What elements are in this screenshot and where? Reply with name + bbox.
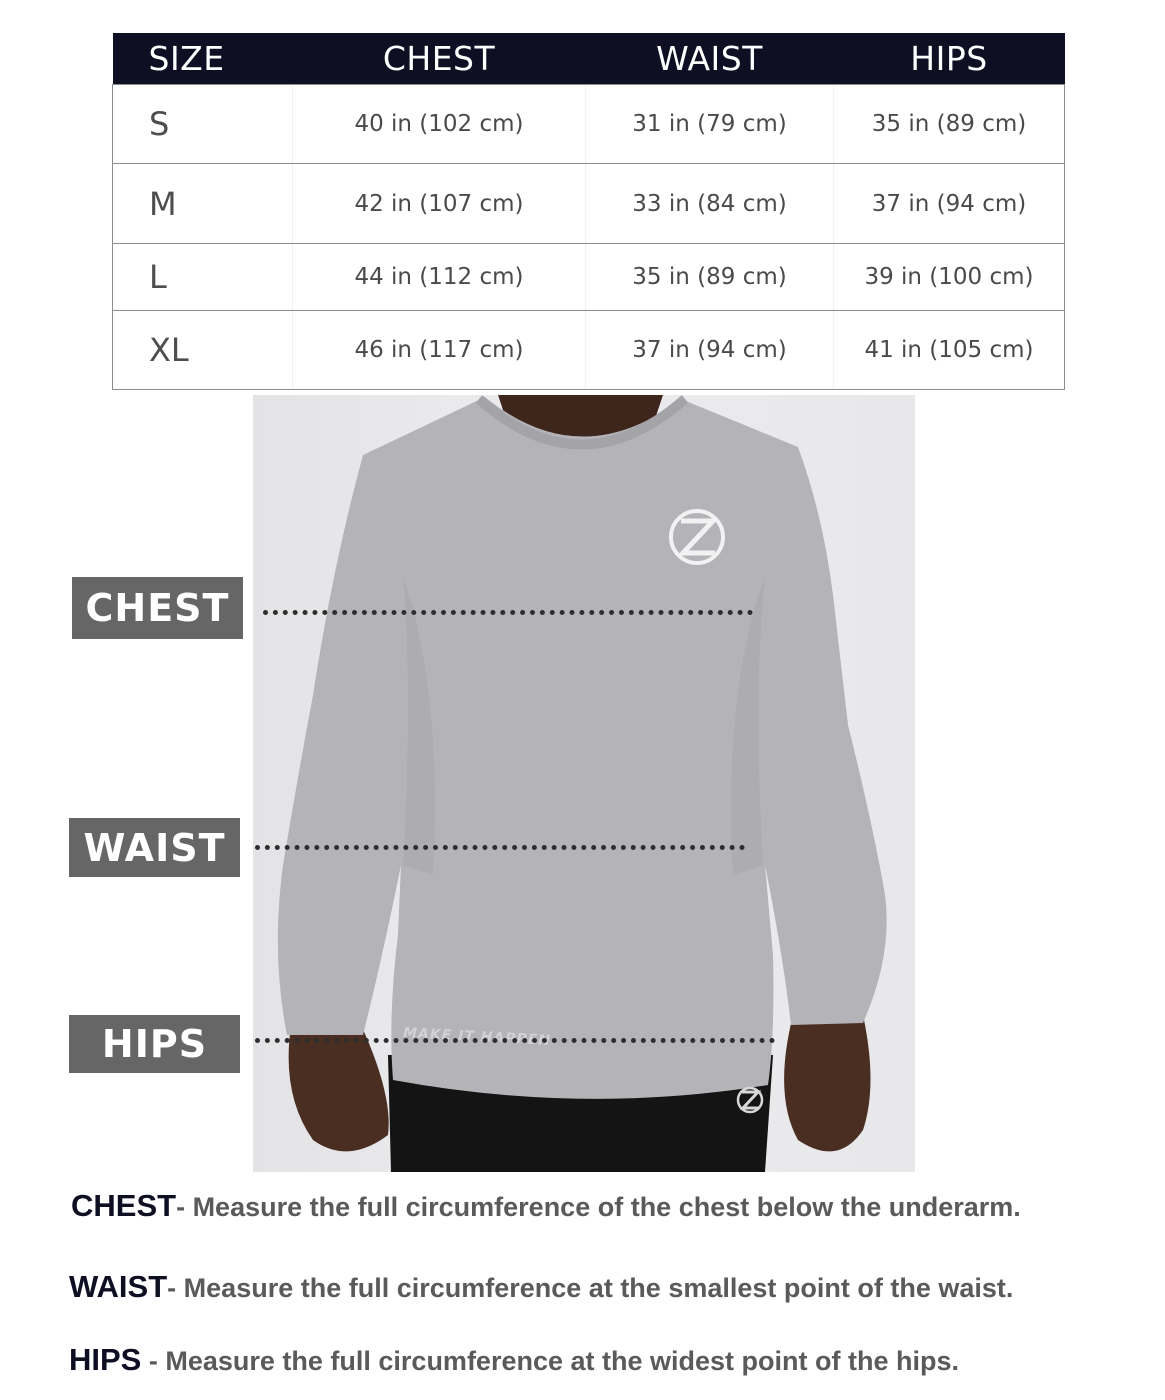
cell-size: L: [113, 244, 293, 311]
cell-chest: 44 in (112 cm): [293, 244, 586, 311]
model-photo: [253, 395, 915, 1172]
chest-instruction: [71, 1188, 1021, 1224]
cell-hips: 37 in (94 cm): [834, 164, 1065, 244]
shirt: [278, 397, 887, 1099]
right-hand: [784, 1015, 870, 1151]
header-hips: HIPS: [834, 33, 1065, 85]
waist-marker-label: WAIST: [69, 818, 240, 877]
header-waist: WAIST: [586, 33, 834, 85]
hips-marker-label: HIPS: [69, 1015, 240, 1073]
chest-dotted-line: [263, 610, 753, 615]
cell-waist: 33 in (84 cm): [586, 164, 834, 244]
instruction-text: - Measure the full circumference of the chest below the underarm.: [176, 1192, 1021, 1222]
header-chest: CHEST: [293, 33, 586, 85]
cell-chest: 42 in (107 cm): [293, 164, 586, 244]
hips-dotted-line: [255, 1038, 775, 1043]
cell-hips: 41 in (105 cm): [834, 311, 1065, 390]
waist-dotted-line: [255, 845, 745, 850]
size-chart-table: [112, 33, 1065, 390]
model-illustration: [253, 395, 915, 1172]
instruction-text: - Measure the full circumference at the widest point of the hips.: [141, 1346, 959, 1376]
instruction-term: CHEST: [71, 1188, 177, 1223]
chest-marker-label: CHEST: [72, 577, 243, 639]
hips-instruction: [69, 1342, 959, 1378]
cell-hips: 35 in (89 cm): [834, 85, 1065, 164]
table-row: [113, 311, 1065, 390]
instruction-text: - Measure the full circumference at the smallest point of the waist.: [167, 1273, 1014, 1303]
table-row: [113, 85, 1065, 164]
cell-hips: 39 in (100 cm): [834, 244, 1065, 311]
shirt-print-text: MAKE IT HAPPEN: [402, 1025, 552, 1049]
table-row: [113, 244, 1065, 311]
waist-instruction: [69, 1269, 1013, 1305]
cell-waist: 35 in (89 cm): [586, 244, 834, 311]
table-header-row: [113, 33, 1065, 85]
cell-waist: 37 in (94 cm): [586, 311, 834, 390]
instruction-term: WAIST: [69, 1269, 168, 1304]
cell-chest: 40 in (102 cm): [293, 85, 586, 164]
cell-size: XL: [113, 311, 293, 390]
table-row: [113, 164, 1065, 244]
header-size: SIZE: [113, 33, 293, 85]
left-hand: [289, 1025, 389, 1151]
cell-size: S: [113, 85, 293, 164]
cell-chest: 46 in (117 cm): [293, 311, 586, 390]
instruction-term: HIPS: [69, 1342, 142, 1377]
cell-waist: 31 in (79 cm): [586, 85, 834, 164]
cell-size: M: [113, 164, 293, 244]
